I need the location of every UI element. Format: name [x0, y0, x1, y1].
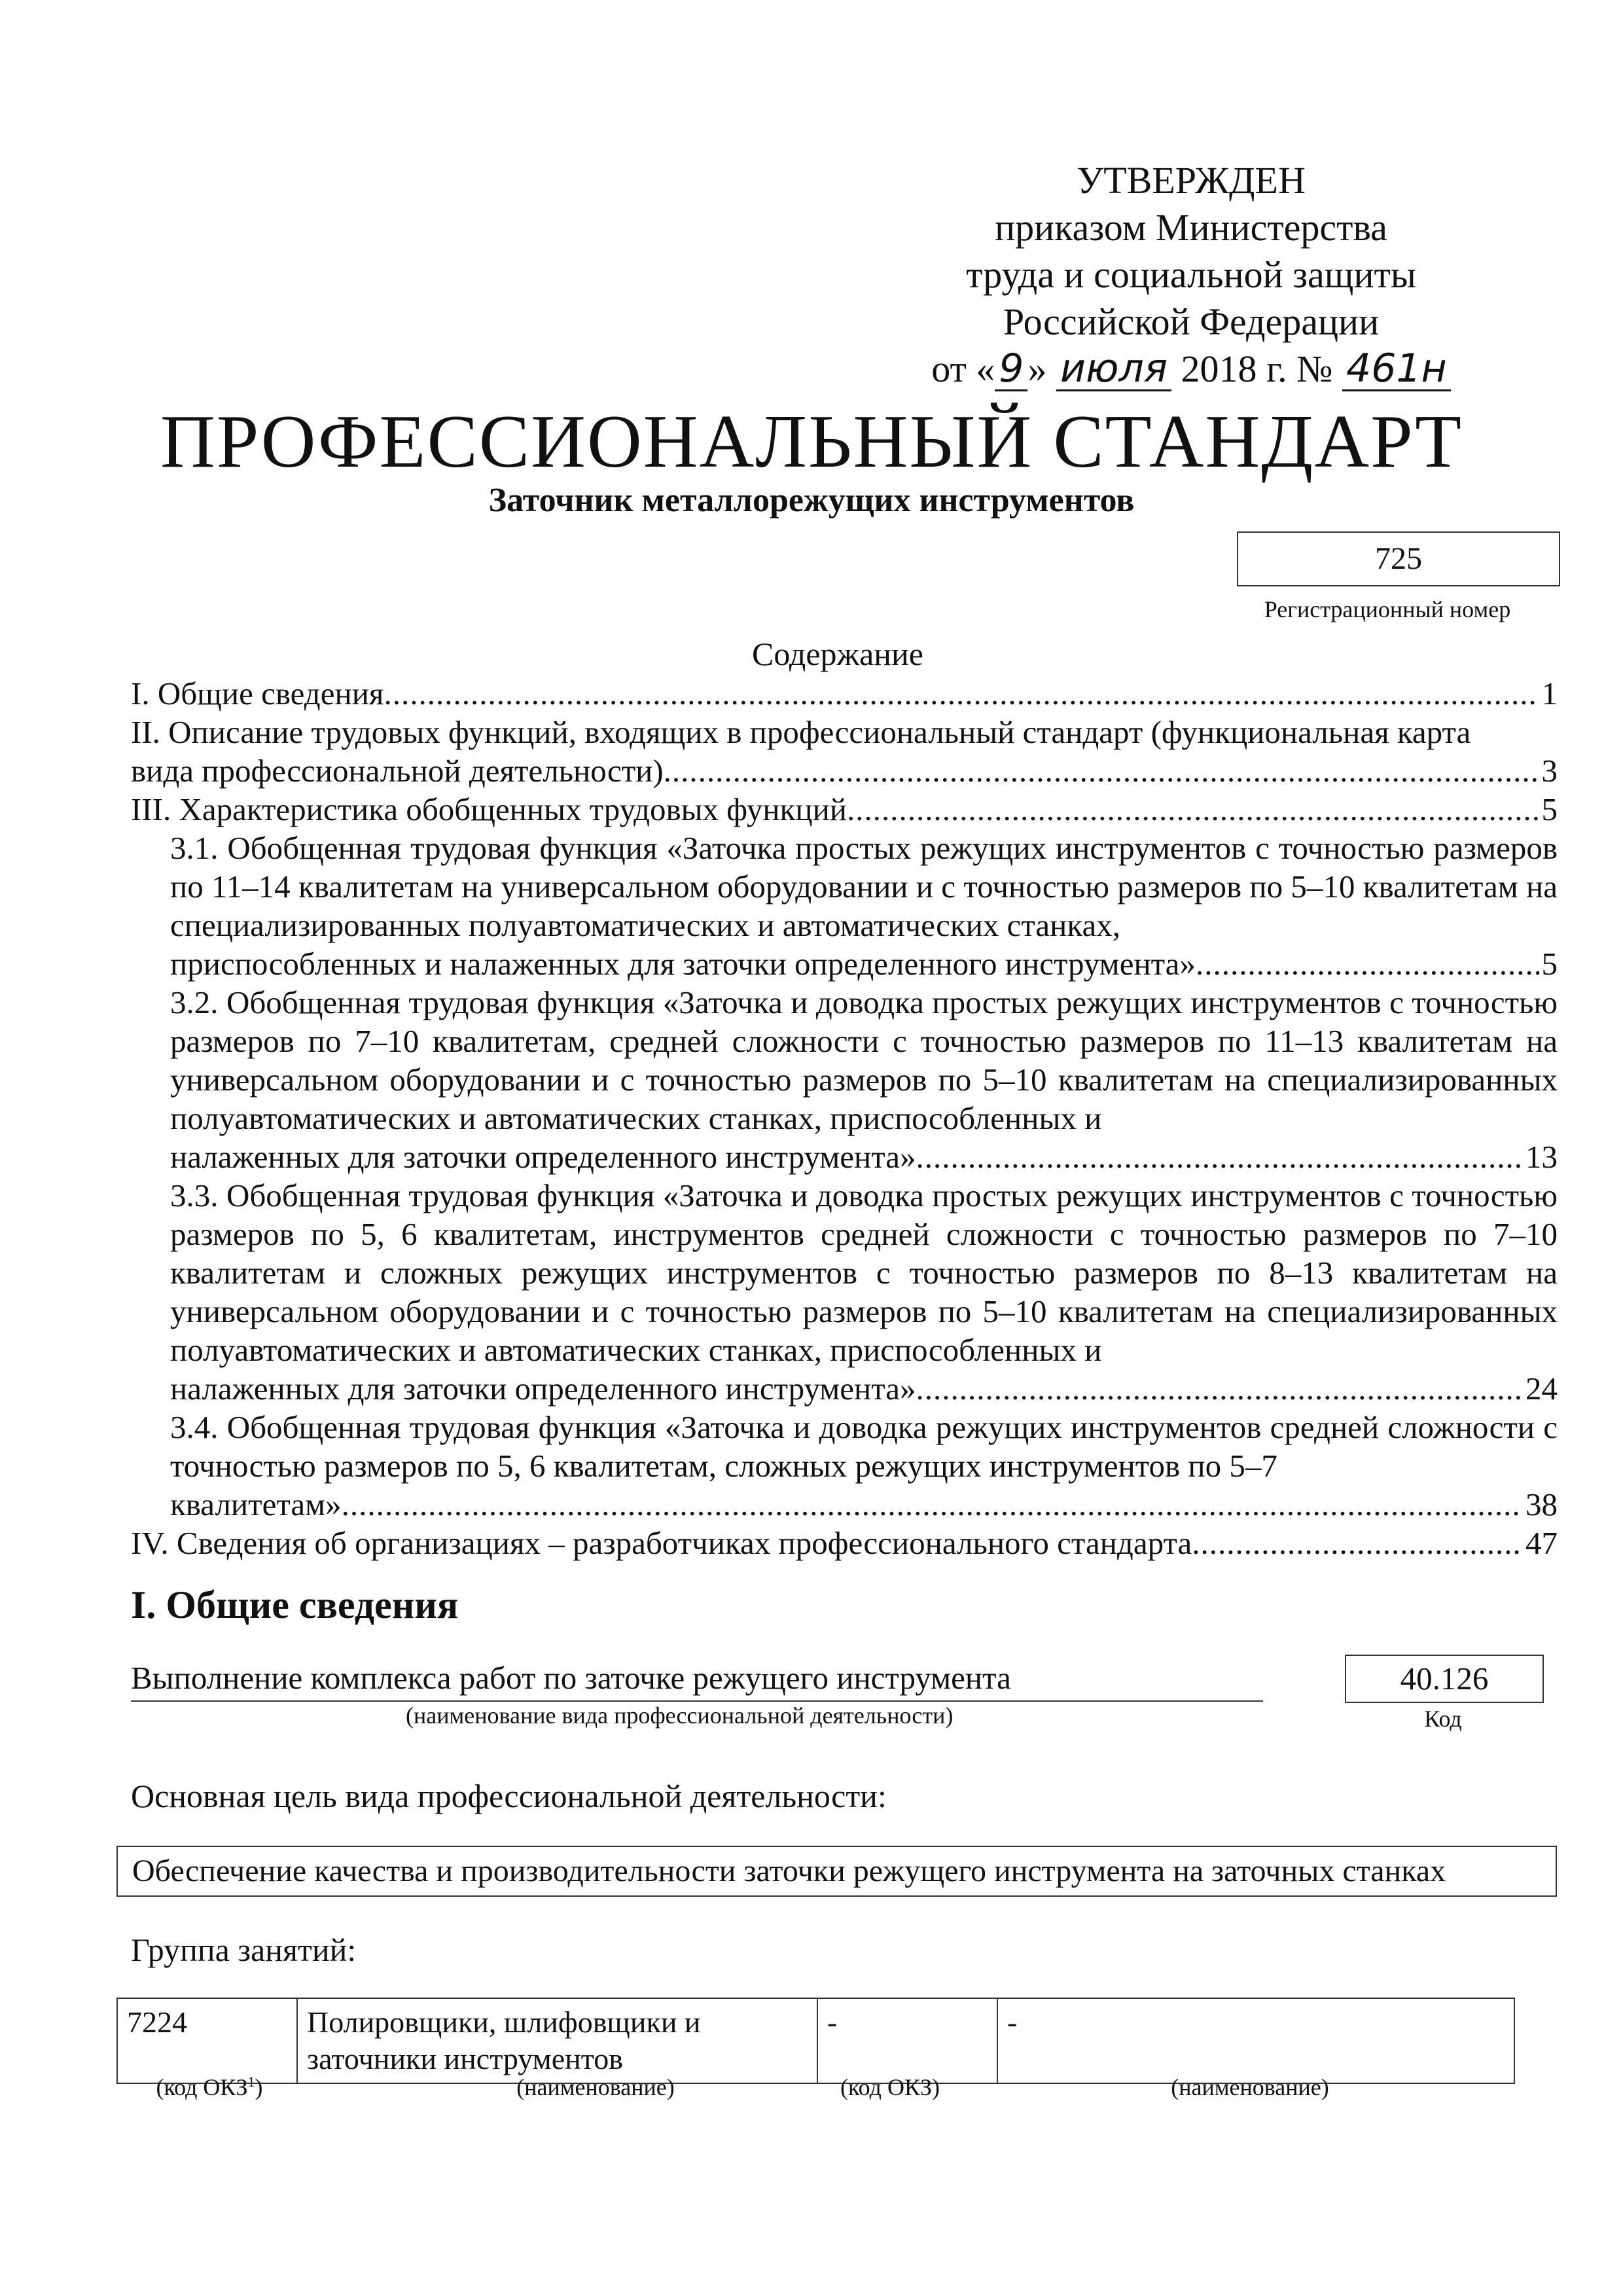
- toc-item[interactable]: I. Общие сведения ..... 1: [131, 674, 1558, 713]
- footnote-mark[interactable]: 1: [247, 2073, 255, 2090]
- approval-status: УТВЕРЖДЕН: [1077, 159, 1306, 202]
- okz-caption-1: (код ОКЗ$^1$): [156, 2073, 263, 2100]
- occupation-group-table: [116, 1998, 1515, 2084]
- toc-item[interactable]: 3.4. Обобщенная трудовая функция «Заточка и доводка режущих инструментов средней сложности с точностью размеров по 5, 6 квалитетам, сложных режущих инструментов по 5–7 квалитетам» ..... 38: [131, 1408, 1558, 1524]
- order-year: 2018 г. №: [1181, 348, 1333, 390]
- order-from: от «: [931, 348, 995, 390]
- code-caption: Код: [1424, 1706, 1462, 1732]
- okz-caption-4: (наименование): [1171, 2074, 1329, 2100]
- order-number: 461н: [1342, 348, 1451, 391]
- document-title: ПРОФЕССИОНАЛЬНЫЙ СТАНДАРТ: [160, 400, 1463, 484]
- table-row: [117, 1998, 1514, 2083]
- group-label: Группа занятий:: [131, 1931, 357, 1968]
- document-subtitle: Заточник металлорежущих инструментов: [488, 482, 1135, 519]
- approval-line-1: приказом Министерства: [995, 206, 1387, 249]
- okz-caption-2: (наименование): [516, 2074, 675, 2100]
- activity-caption: (наименование вида профессиональной деятельности): [406, 1702, 954, 1729]
- order-line: [877, 346, 1505, 393]
- okz-name-cell-2: -: [997, 1998, 1514, 2083]
- table-of-contents: [131, 674, 1558, 1562]
- goal-box: Обеспечение качества и производительности заточки режущего инструмента на заточных станках: [116, 1846, 1557, 1897]
- approval-line-3: Российской Федерации: [1003, 300, 1380, 343]
- okz-code-cell-2: -: [817, 1998, 997, 2083]
- goal-label: Основная цель вида профессиональной деятельности:: [131, 1778, 887, 1814]
- toc-item[interactable]: 3.1. Обобщенная трудовая функция «Заточка простых режущих инструментов с точностью размеров по 11–14 квалитетам на универсальном оборудовании и с точностью размеров по 5–10 квалитетам на специализированных полуавтоматических и автоматических станках, приспособленных и налаженных для заточки определенного инструмента» ..... 5: [131, 829, 1558, 983]
- approval-line-2: труда и социальной защиты: [966, 253, 1416, 296]
- activity-name: Выполнение комплекса работ по заточке режущего инструмента: [131, 1659, 1263, 1702]
- toc-item[interactable]: II. Описание трудовых функций, входящих в профессиональный стандарт (функциональная карта вида профессиональной деятельности) ..... 3: [131, 713, 1558, 790]
- order-day: 9: [995, 348, 1027, 391]
- okz-name-cell: Полировщики, шлифовщики и заточники инструментов: [297, 1998, 817, 2083]
- registration-number-box: 725: [1237, 531, 1560, 586]
- approval-block: [877, 157, 1505, 393]
- toc-item[interactable]: 3.3. Обобщенная трудовая функция «Заточка и доводка простых режущих инструментов с точностью размеров по 5, 6 квалитетам, инструментов средней сложности с точностью размеров по 7–10 квалитетам и сложных режущих инструментов с точностью размеров по 8–13 квалитетам на универсальном оборудовании и с точностью размеров по 5–10 квалитетам на специализированных полуавтоматических и автоматических станках, приспособленных и налаженных для заточки определенного инструмента» ..... 24: [131, 1176, 1558, 1408]
- okz-caption-3: (код ОКЗ): [840, 2074, 940, 2100]
- order-quote: »: [1027, 348, 1047, 390]
- registration-caption: Регистрационный номер: [1264, 596, 1511, 622]
- activity-code-box: 40.126: [1345, 1655, 1544, 1703]
- okz-code-cell: 7224: [117, 1998, 297, 2083]
- toc-title: Содержание: [752, 636, 923, 672]
- toc-item[interactable]: III. Характеристика обобщенных трудовых функций ..... 5: [131, 790, 1558, 829]
- section-heading: I. Общие сведения: [131, 1583, 459, 1626]
- toc-item[interactable]: 3.2. Обобщенная трудовая функция «Заточка и доводка простых режущих инструментов с точностью размеров по 7–10 квалитетам, средней сложности с точностью размеров по 11–13 квалитетам на универсальном оборудовании и с точностью размеров по 5–10 квалитетам на специализированных полуавтоматических и автоматических станках, приспособленных и налаженных для заточки определенного инструмента» ..... 13: [131, 983, 1558, 1176]
- toc-item[interactable]: IV. Сведения об организациях – разработчиках профессионального стандарта ..... 47: [131, 1524, 1558, 1562]
- order-month: июля: [1056, 348, 1171, 391]
